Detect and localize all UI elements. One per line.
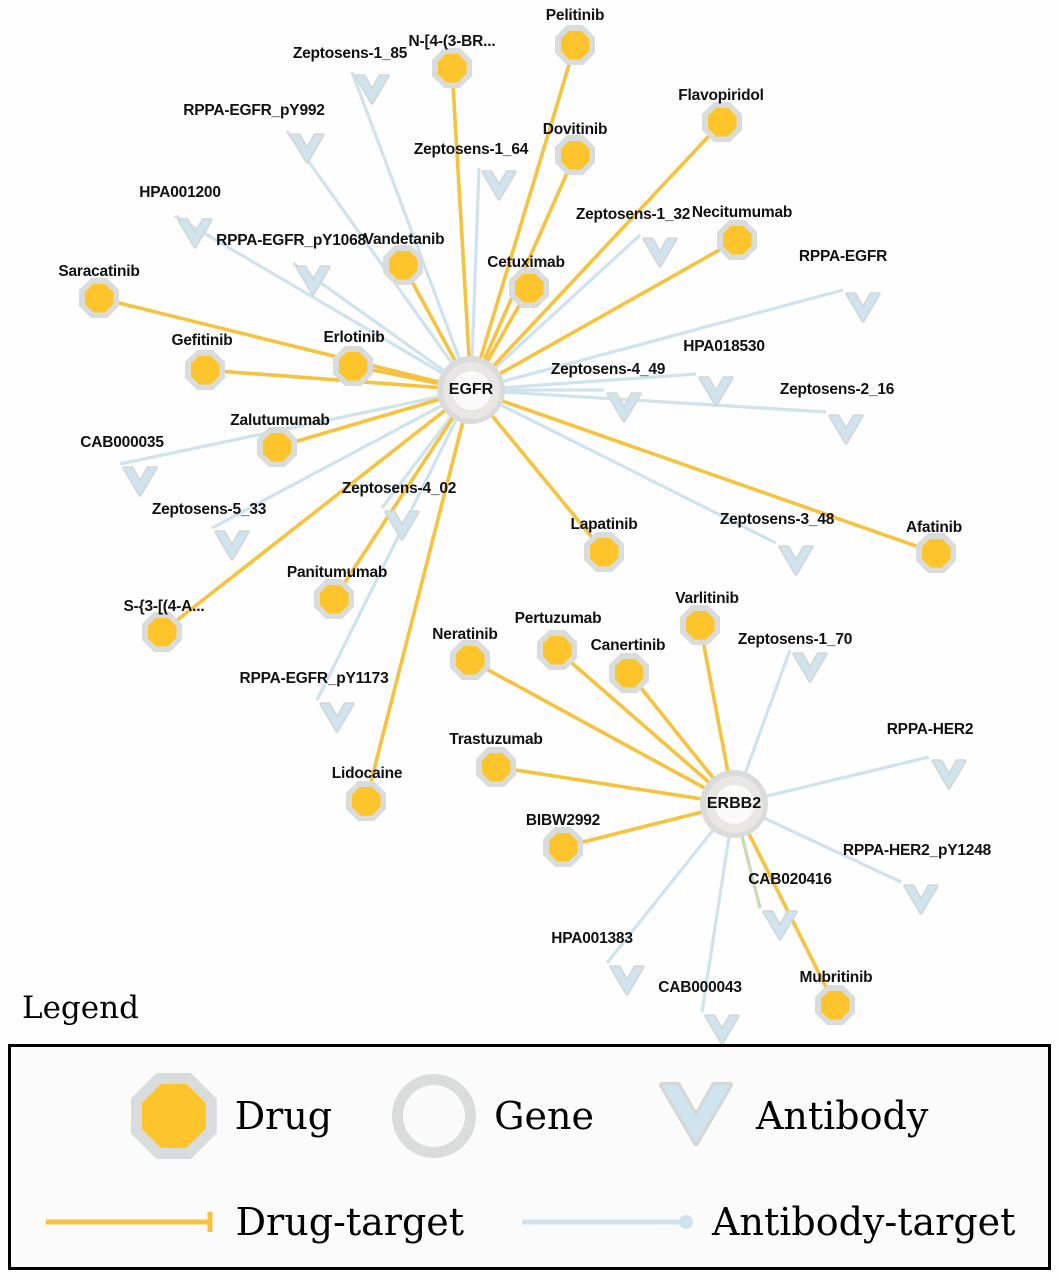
- drug-octagon-inner: [438, 54, 467, 83]
- legend-title: Legend: [22, 990, 139, 1026]
- drug-octagon-inner: [142, 1084, 206, 1148]
- drug-octagon-inner: [352, 787, 381, 816]
- antibody-target-edge-icon: [520, 1209, 698, 1235]
- drug-octagon-icon: [509, 268, 549, 308]
- legend-drug-target-item: [44, 1200, 464, 1244]
- drug-node-label: Dovitinib: [542, 121, 608, 138]
- legend-box: [8, 1044, 1051, 1270]
- drug-octagon-inner: [320, 585, 349, 614]
- drug-node-label: Erlotinib: [323, 329, 385, 346]
- drug-node[interactable]: [555, 135, 595, 175]
- drug-node-label: Vandetanib: [363, 231, 445, 248]
- antibody-node-label: Zeptosens-1_70: [737, 631, 853, 648]
- antibody-node-label: RPPA-HER2: [886, 721, 974, 738]
- drug-octagon-inner: [389, 251, 418, 280]
- drug-octagon-inner: [339, 352, 368, 381]
- drug-octagon-icon: [333, 346, 373, 386]
- drug-octagon-inner: [263, 433, 292, 462]
- gene-node-label: ERBB2: [706, 795, 762, 812]
- antibody-chevron-icon: [287, 131, 325, 165]
- antibody-chevron-icon: [175, 216, 213, 250]
- drug-node-label: S-{3-[(4-A...: [123, 598, 205, 615]
- legend-antibody-label: Antibody: [755, 1094, 929, 1138]
- drug-node[interactable]: [432, 48, 472, 88]
- drug-node[interactable]: [584, 532, 624, 572]
- drug-octagon-inner: [615, 659, 644, 688]
- drug-node[interactable]: [509, 268, 549, 308]
- drug-octagon-icon: [815, 985, 855, 1025]
- drug-octagon-icon: [609, 653, 649, 693]
- drug-octagon-icon: [432, 48, 472, 88]
- antibody-node-label: RPPA-EGFR: [798, 248, 888, 265]
- legend-drug-item: [131, 1073, 332, 1159]
- drug-octagon-inner: [821, 991, 850, 1020]
- drug-octagon-icon: [79, 278, 119, 318]
- drug-node-label: Canertinib: [590, 637, 666, 654]
- antibody-chevron-icon: [654, 1077, 738, 1155]
- drug-octagon-inner: [723, 226, 752, 255]
- drug-octagon-icon: [717, 220, 757, 260]
- drug-octagon-inner: [85, 284, 114, 313]
- edge: [452, 68, 471, 390]
- legend-antibody-target-label: Antibody-target: [712, 1200, 1016, 1244]
- drug-node-label: Saracatinib: [58, 263, 140, 280]
- drug-node[interactable]: [537, 630, 577, 670]
- antibody-node-label: Zeptosens-4_02: [341, 480, 457, 497]
- legend-shape-row: [11, 1061, 1048, 1171]
- antibody-chevron-icon: [604, 390, 642, 424]
- antibody-chevron-icon: [901, 882, 939, 916]
- drug-node[interactable]: [142, 612, 182, 652]
- antibody-node-label: RPPA-EGFR_pY992: [183, 102, 325, 119]
- drug-node[interactable]: [185, 350, 225, 390]
- drug-node-label: Varlitinib: [675, 590, 739, 607]
- antibody-node-label: Zeptosens-5_33: [151, 501, 267, 518]
- drug-octagon-icon: [555, 135, 595, 175]
- drug-node-label: Afatinib: [905, 519, 963, 536]
- antibody-chevron-icon: [640, 235, 678, 269]
- drug-node[interactable]: [680, 605, 720, 645]
- drug-node[interactable]: [346, 781, 386, 821]
- legend-gene-label: Gene: [494, 1094, 594, 1138]
- antibody-node-label: CAB000043: [658, 979, 742, 996]
- drug-node-label: Pertuzumab: [514, 610, 602, 627]
- drug-octagon-inner: [515, 274, 544, 303]
- antibody-chevron-icon: [479, 168, 517, 202]
- antibody-chevron-icon: [317, 700, 355, 734]
- antibody-node-label: Zeptosens-1_85: [292, 45, 408, 62]
- drug-octagon-inner: [456, 646, 485, 675]
- drug-node[interactable]: [916, 533, 956, 573]
- drug-node-label: Gefitinib: [171, 332, 233, 349]
- legend-drug-label: Drug: [234, 1094, 333, 1138]
- drug-octagon-inner: [561, 31, 590, 60]
- drug-octagon-icon: [702, 102, 742, 142]
- drug-octagon-icon: [131, 1073, 217, 1159]
- drug-node[interactable]: [543, 827, 583, 867]
- drug-node-label: Cetuximab: [487, 254, 565, 271]
- drug-octagon-icon: [142, 612, 182, 652]
- antibody-chevron-icon: [843, 290, 881, 324]
- drug-node[interactable]: [815, 985, 855, 1025]
- drug-node-label: Lidocaine: [331, 765, 403, 782]
- gene-circle-icon: [392, 1074, 476, 1158]
- drug-node-label: Lapatinib: [570, 516, 638, 533]
- drug-node[interactable]: [476, 747, 516, 787]
- drug-octagon-icon: [543, 827, 583, 867]
- antibody-node-label: RPPA-EGFR_pY1173: [239, 670, 389, 687]
- drug-octagon-icon: [185, 350, 225, 390]
- drug-octagon-icon: [537, 630, 577, 670]
- drug-node[interactable]: [79, 278, 119, 318]
- legend-edge-row: [11, 1187, 1048, 1257]
- antibody-chevron-icon: [826, 412, 864, 446]
- drug-node[interactable]: [702, 102, 742, 142]
- drug-node[interactable]: [450, 640, 490, 680]
- drug-octagon-icon: [916, 533, 956, 573]
- antibody-chevron-icon: [120, 464, 158, 498]
- antibody-chevron-icon: [702, 1012, 740, 1046]
- drug-octagon-inner: [590, 538, 619, 567]
- drug-octagon-inner: [561, 141, 590, 170]
- drug-target-edge-icon: [44, 1209, 222, 1235]
- legend-drug-target-label: Drug-target: [235, 1200, 465, 1244]
- drug-octagon-icon: [346, 781, 386, 821]
- drug-node-label: Mubritinib: [799, 969, 873, 986]
- antibody-chevron-icon: [776, 543, 814, 577]
- drug-node-label: Necitumumab: [691, 204, 793, 221]
- drug-node-label: Neratinib: [432, 626, 498, 643]
- drug-node-label: Zalutumumab: [230, 412, 330, 429]
- drug-octagon-inner: [686, 611, 715, 640]
- drug-octagon-icon: [383, 245, 423, 285]
- edge: [317, 390, 471, 700]
- antibody-chevron-icon: [760, 908, 798, 942]
- legend-gene-item: [392, 1074, 594, 1158]
- drug-node[interactable]: [333, 346, 373, 386]
- drug-node-label: Panitumumab: [286, 564, 388, 581]
- antibody-chevron-icon: [607, 963, 645, 997]
- antibody-chevron-icon: [352, 72, 390, 106]
- drug-octagon-icon: [555, 25, 595, 65]
- drug-octagon-inner: [148, 618, 177, 647]
- antibody-node-label: RPPA-HER2_pY1248: [842, 842, 992, 859]
- drug-octagon-inner: [922, 539, 951, 568]
- antibody-node-label: CAB020416: [748, 871, 832, 888]
- drug-octagon-icon: [257, 427, 297, 467]
- drug-node[interactable]: [609, 653, 649, 693]
- antibody-node-label: Zeptosens-2_16: [779, 381, 895, 398]
- drug-node-label: Trastuzumab: [449, 731, 543, 748]
- drug-octagon-inner: [549, 833, 578, 862]
- legend-antibody-item: [654, 1077, 928, 1155]
- antibody-chevron-icon: [929, 757, 967, 791]
- antibody-chevron-icon: [212, 528, 250, 562]
- antibody-node-label: Zeptosens-1_32: [575, 206, 691, 223]
- antibody-chevron-icon: [382, 508, 420, 542]
- drug-octagon-inner: [191, 356, 220, 385]
- antibody-chevron-icon: [293, 263, 331, 297]
- antibody-chevron-icon: [696, 374, 734, 408]
- drug-octagon-inner: [543, 636, 572, 665]
- drug-node[interactable]: [555, 25, 595, 65]
- drug-node[interactable]: [257, 427, 297, 467]
- drug-node[interactable]: [717, 220, 757, 260]
- gene-node-label: EGFR: [448, 381, 494, 398]
- legend-antibody-target-item: [520, 1200, 1015, 1244]
- antibody-node-label: RPPA-EGFR_pY1068: [216, 232, 366, 249]
- drug-node-label: Pelitinib: [545, 7, 605, 24]
- drug-octagon-icon: [450, 640, 490, 680]
- drug-octagon-icon: [476, 747, 516, 787]
- drug-octagon-icon: [680, 605, 720, 645]
- antibody-node-label: CAB000035: [80, 434, 164, 451]
- antibody-node-label: HPA018530: [683, 338, 765, 355]
- drug-node[interactable]: [314, 579, 354, 619]
- drug-node[interactable]: [383, 245, 423, 285]
- gene-circle-inner: [403, 1085, 465, 1147]
- antibody-node-label: HPA001200: [139, 184, 221, 201]
- antibody-node-label: Zeptosens-1_64: [413, 141, 529, 158]
- drug-node-label: N-[4-(3-BR...: [408, 33, 496, 50]
- drug-node-label: BIBW2992: [525, 812, 601, 829]
- drug-octagon-icon: [584, 532, 624, 572]
- antibody-node-label: Zeptosens-4_49: [550, 361, 666, 378]
- antibody-node-label: Zeptosens-3_48: [719, 511, 835, 528]
- drug-octagon-inner: [482, 753, 511, 782]
- antibody-chevron-icon: [790, 650, 828, 684]
- antibody-node-label: HPA001383: [551, 930, 633, 947]
- drug-node-label: Flavopiridol: [678, 87, 764, 104]
- edge: [471, 390, 936, 553]
- drug-octagon-icon: [314, 579, 354, 619]
- drug-octagon-inner: [708, 108, 737, 137]
